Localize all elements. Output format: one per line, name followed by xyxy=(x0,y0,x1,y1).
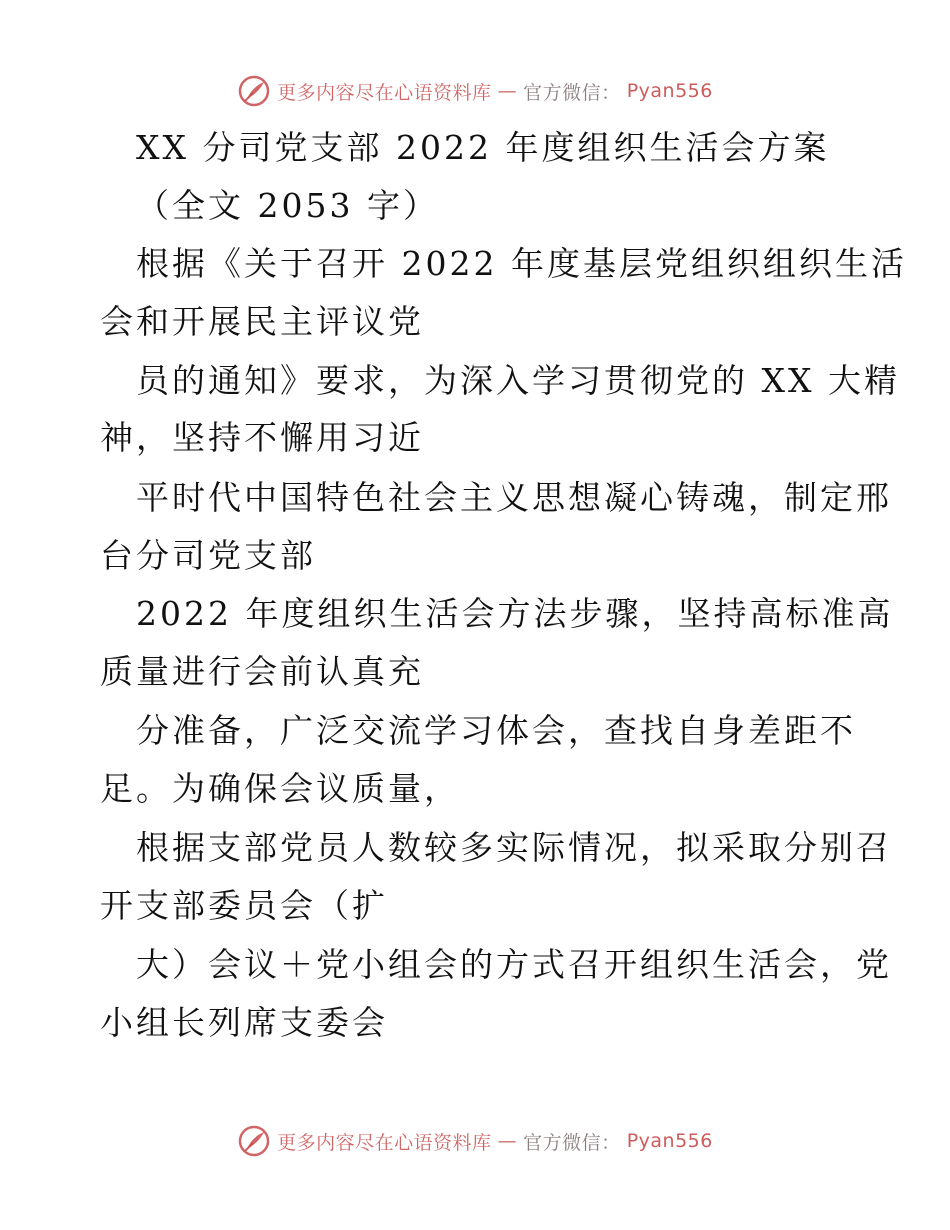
watermark-separator: — xyxy=(497,80,518,102)
paragraph-line: 2022 年度组织生活会方法步骤，坚持高标准高 xyxy=(136,594,894,633)
feather-circle-icon xyxy=(237,1124,271,1158)
header-watermark xyxy=(0,74,950,108)
watermark-label: 官方微信： xyxy=(523,1131,621,1154)
paragraph-line: 大）会议＋党小组会的方式召开组织生活会，党 xyxy=(136,945,892,984)
watermark-brand: 更多内容尽在心语资料库 xyxy=(277,1131,492,1154)
paragraph-line: 质量进行会前认真充 xyxy=(100,652,424,691)
paragraph-line: 开支部委员会（扩 xyxy=(100,886,388,925)
paragraph-line: 小组长列席支委会 xyxy=(100,1003,388,1042)
paragraph-line: 足。为确保会议质量， xyxy=(100,769,460,808)
paragraph-line: 根据支部党员人数较多实际情况，拟采取分别召 xyxy=(136,828,892,867)
paragraph-line: 根据《关于召开 2022 年度基层党组织组织生活 xyxy=(136,244,907,283)
document-title: XX 分司党支部 2022 年度组织生活会方案 xyxy=(136,128,830,167)
paragraph-line: 会和开展民主评议党 xyxy=(100,302,424,341)
paragraph-line: 平时代中国特色社会主义思想凝心铸魂，制定邢 xyxy=(136,478,892,517)
paragraph-line: 员的通知》要求，为深入学习贯彻党的 XX 大精 xyxy=(136,361,900,400)
watermark-separator: — xyxy=(497,1130,518,1152)
document-subtitle: （全文 2053 字） xyxy=(136,186,439,225)
paragraph-line: 神，坚持不懈用习近 xyxy=(100,418,424,457)
watermark-brand: 更多内容尽在心语资料库 xyxy=(277,81,492,104)
paragraph-line: 台分司党支部 xyxy=(100,536,316,575)
paragraph-line: 分准备，广泛交流学习体会，查找自身差距不 xyxy=(136,711,856,750)
footer-watermark xyxy=(0,1124,950,1158)
watermark-id: Pyan556 xyxy=(626,1130,713,1152)
feather-circle-icon xyxy=(237,74,271,108)
watermark-label: 官方微信： xyxy=(523,81,621,104)
watermark-id: Pyan556 xyxy=(626,80,713,102)
